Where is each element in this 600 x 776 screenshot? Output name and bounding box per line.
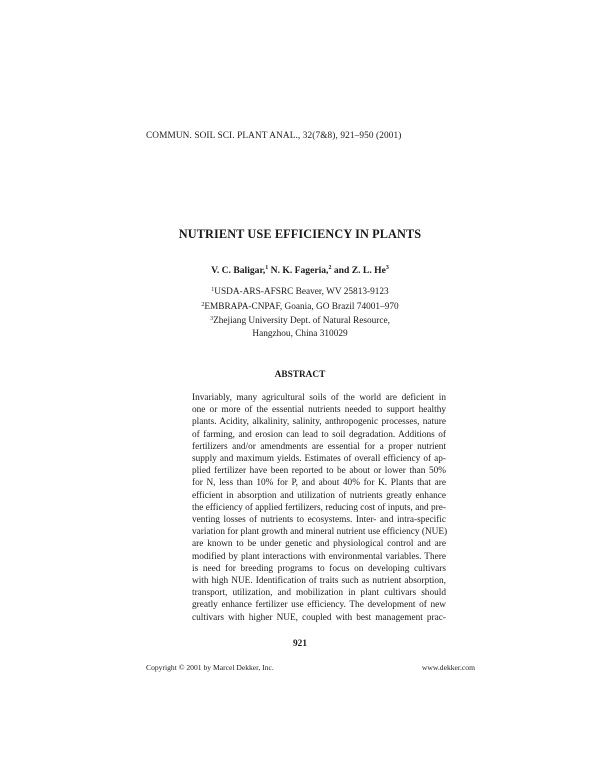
abstract-line: supply and maximum yields. Estimates of overall efficiency of ap- (192, 454, 446, 465)
abstract-heading: ABSTRACT (274, 370, 326, 380)
abstract-line: of farming, and erosion can lead to soil degradation. Additions of (192, 429, 446, 440)
abstract-body (192, 392, 446, 624)
abstract-line: Invariably, many agricultural soils of the world are deficient in (192, 393, 446, 403)
affiliation-mark: 1 (211, 287, 215, 293)
abstract-line: venting losses of nutrients to ecosystems. Inter- and intra-specific (192, 515, 446, 526)
abstract-line: transport, utilization, and mobilization in plant cultivars should (192, 588, 446, 599)
abstract-line: variation for plant growth and mineral nutrient use efficiency (NUE) (192, 527, 448, 538)
affiliation-line (0, 284, 600, 299)
author-affiliation-mark: 3 (385, 265, 389, 271)
abstract-line: plants. Acidity, alkalinity, salinity, anthropogenic processes, nature (192, 417, 446, 428)
affiliation-line (0, 299, 600, 314)
abstract-line: plied fertilizer have been reported to be about or lower than 50% (192, 466, 446, 477)
abstract-line: one or more of the essential nutrients needed to support healthy (192, 405, 446, 416)
article-title: NUTRIENT USE EFFICIENCY IN PLANTS (178, 227, 422, 241)
affiliation-text: Hangzhou, China 310029 (252, 328, 348, 339)
affiliation-mark: 2 (201, 301, 205, 308)
publisher-website: www.dekker.com (421, 663, 475, 672)
affiliation-line (0, 313, 600, 328)
abstract-line: modified by plant interactions with environmental variables. There (192, 551, 446, 562)
author-name: and Z. L. He (333, 265, 386, 276)
affiliation-text: EMBRAPA-CNPAF, Goania, GO Brazil 74001–970 (204, 301, 399, 312)
abstract-line: fertilizers and/or amendments are essential for a proper nutrient (192, 441, 446, 452)
abstract-line: greatly enhance fertilizer use efficiency. The development of new (192, 600, 446, 611)
journal-citation: COMMUN. SOIL SCI. PLANT ANAL., 32(7&8), 921–950 (2001) (146, 131, 402, 141)
affiliation-text: USDA-ARS-AFSRC Beaver, WV 25813-9123 (214, 287, 389, 297)
abstract-line: for N, less than 10% for P, and about 40% for K. Plants that are (192, 478, 446, 489)
author-name: V. C. Baligar, (211, 265, 266, 276)
affiliation-mark: 3 (210, 316, 214, 323)
abstract-line: are known to be under genetic and physiological control and are (192, 539, 446, 550)
author-list (0, 265, 600, 276)
author-name: N. K. Fageria, (270, 265, 329, 276)
abstract-line: is need for breeding programs to focus on developing cultivars (192, 563, 446, 574)
author-affiliation-mark: 1 (265, 265, 269, 271)
page-number: 921 (293, 639, 307, 649)
affiliation-text: Zhejiang University Dept. of Natural Resource, (213, 316, 390, 327)
abstract-line: cultivars with higher NUE, coupled with best management prac- (192, 612, 446, 623)
affiliations (0, 284, 600, 340)
abstract-line: efficient in absorption and utilization of nutrients greatly enhance (192, 490, 446, 501)
copyright-notice: Copyright © 2001 by Marcel Dekker, Inc. (146, 663, 274, 672)
author-affiliation-mark: 2 (328, 265, 332, 271)
abstract-line: with high NUE. Identification of traits such as nutrient absorption, (192, 576, 446, 587)
abstract-line: the efficiency of applied fertilizers, reducing cost of inputs, and pre- (192, 502, 446, 513)
affiliation-line (0, 328, 600, 341)
